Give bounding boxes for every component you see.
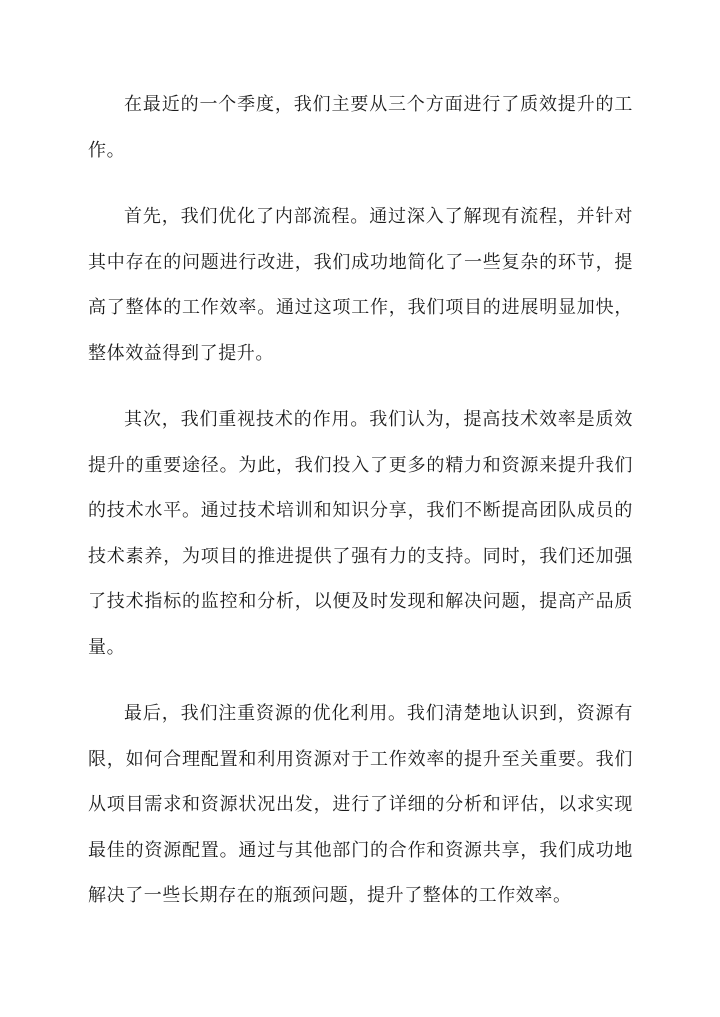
document-body <box>88 82 633 940</box>
paragraph-resource-optimization: 最后，我们注重资源的优化利用。我们清楚地认识到，资源有限，如何合理配置和利用资源对于工作效率的提升至关重要。我们从项目需求和资源状况出发，进行了详细的分析和评估，以求实现最佳的资源配置。通过与其他部门的合作和资源共享，我们成功地解决了一些长期存在的瓶颈问题，提升了整体的工作效率。 <box>88 703 633 906</box>
paragraph-process-optimization: 首先，我们优化了内部流程。通过深入了解现有流程，并针对其中存在的问题进行改进，我们成功地简化了一些复杂的环节，提高了整体的工作效率。通过这项工作，我们项目的进展明显加快，整体效益得到了提升。 <box>88 206 633 364</box>
paragraph-technology: 其次，我们重视技术的作用。我们认为，提高技术效率是质效提升的重要途径。为此，我们投入了更多的精力和资源来提升我们的技术水平。通过技术培训和知识分享，我们不断提高团队成员的技术素养，为项目的推进提供了强有力的支持。同时，我们还加强了技术指标的监控和分析，以便及时发现和解决问题，提高产品质量。 <box>88 409 633 658</box>
paragraph-intro: 在最近的一个季度，我们主要从三个方面进行了质效提升的工作。 <box>88 94 633 161</box>
